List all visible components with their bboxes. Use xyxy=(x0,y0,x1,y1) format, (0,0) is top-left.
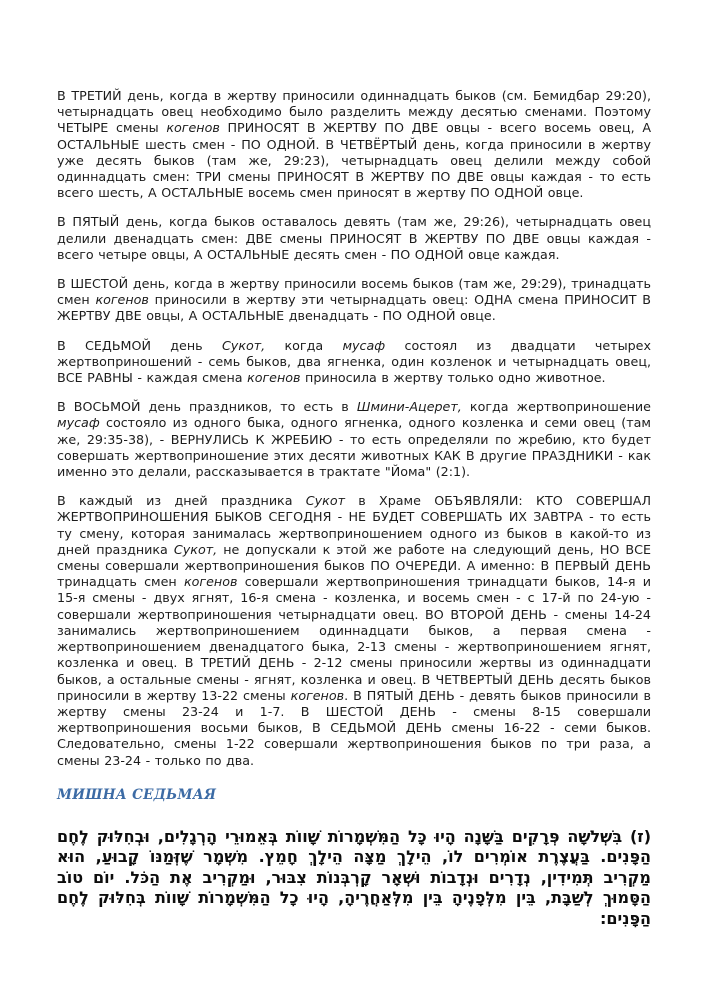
mishna-hebrew-text: (ז) בִּשְׁלשָׁה פְּרָקִים בַּשָּׁנָה הָיוּ כָּל הַמִּשְׁמָרוֹת שָׁווֹת בְּאֵמוּרֵי הָרְגָלִים, וּבְחִלּוּק לֶחֶם הַפָּנִים. בַּעֲצֶרֶת אוֹמְרִים לוֹ, הֵילָךְ מַצָּה הֵילָךְ חָמֵץ. מִשְׁמָר שֶׁזְּמַנּוֹ קָבוּעַ, הוּא מַקְרִיב תְּמִידִין, נְדָרִים וּנְדָבוֹת וּשְׁאָר קָרְבְּנוֹת צִבּוּר, וּמַקְרִיב אֶת הַכֹּל. יוֹם טוֹב הַסָּמוּךְ לְשַׁבָּת, בֵּין מִלְּפָנֶיהָ בֵּין מִלְּאַחֲרֶיהָ, הָיוּ כָל הַמִּשְׁמָרוֹת שָׁווֹת בְּחִלּוּק לֶחֶם הַפָּנִים: xyxy=(57,826,651,928)
commentary-section xyxy=(57,88,651,929)
commentary-paragraph-eighth-day: В ВОСЬМОЙ день праздников, то есть в Шмини-Ацерет, когда жертвоприношение мусаф состояло из одного быка, одного ягненка, одного козленка и семи овец (там же, 29:35-38), - ВЕРНУЛИСЬ К ЖРЕБИЮ - то есть определяли по жребию, кто будет совершать жертвоприношение этих десяти животных КАК В другие ПРАЗДНИКИ - как именно это делали, рассказывается в трактате "Йома" (2:1). xyxy=(57,399,651,480)
commentary-paragraph-third-day: В ТРЕТИЙ день, когда в жертву приносили одиннадцать быков (см. Бемидбар 29:20), четырнадцать овец необходимо было разделить между десятью сменами. Поэтому ЧЕТЫРЕ смены когенов ПРИНОСЯТ В ЖЕРТВУ ПО ДВЕ овцы - всего восемь овец, А ОСТАЛЬНЫЕ шесть смен - ПО ОДНОЙ. В ЧЕТВЁРТЫЙ день, когда приносили в жертву уже десять быков (там же, 29:23), четырнадцать овец делили между собой одиннадцать смен: ТРИ смены ПРИНОСЯТ В ЖЕРТВУ ПО ДВЕ овцы каждая - то есть всего шесть, А ОСТАЛЬНЫЕ восемь смен приносят в жертву ПО ОДНОЙ овце. xyxy=(57,88,651,201)
commentary-paragraph-sixth-day: В ШЕСТОЙ день, когда в жертву приносили восемь быков (там же, 29:29), тринадцать смен когенов приносили в жертву эти четырнадцать овец: ОДНА смена ПРИНОСИТ В ЖЕРТВУ ДВЕ овцы, А ОСТАЛЬНЫЕ двенадцать - ПО ОДНОЙ овце. xyxy=(57,276,651,324)
mishna-seven-heading: МИШНА СЕДЬМАЯ xyxy=(57,786,217,803)
commentary-paragraph-seventh-day: В СЕДЬМОЙ день Сукот, когда мусаф состоял из двадцати четырех жертвоприношений - семь быков, два ягненка, один козленок и четырнадцать овец, ВСЕ РАВНЫ - каждая смена когенов приносила в жертву только одно животное. xyxy=(57,337,651,386)
commentary-paragraph-daily-rotation: В каждый из дней праздника Сукот в Храме ОБЪЯВЛЯЛИ: КТО СОВЕРШАЛ ЖЕРТВОПРИНОШЕНИЯ БЫКОВ СЕГОДНЯ - НЕ БУДЕТ СОВЕРШАТЬ ИХ ЗАВТРА - то есть ту смену, которая занималась жертвоприношением одного из быков в какой-то из дней праздника Сукот, не допускали к этой же работе на следующий день, НО ВСЕ смены совершали жертвоприношения быков ПО ОЧЕРЕДИ. А именно: В ПЕРВЫЙ ДЕНЬ тринадцать смен когенов совершали жертвоприношения тринадцати быков, 14-я и 15-я смены - двух ягнят, 16-я смена - козленка, и восемь смен - с 17-й по 24-ую - совершали жертвоприношения четырнадцати овец. ВО ВТОРОЙ ДЕНЬ - смены 14-24 занимались жертвоприношением одиннадцати быков, а первая смена - жертвоприношением двенадцатого быка, 2-13 смены - жертвоприношением ягнят, козленка и овец. В ТРЕТИЙ ДЕНЬ - 2-12 смены приносили жертвы из одиннадцати быков, а остальные смены - ягнят, козленка и овец. В ЧЕТВЕРТЫЙ ДЕНЬ десять быков приносили в жертву 13-22 смены когенов. В ПЯТЫЙ ДЕНЬ - девять быков приносили в жертву смены 23-24 и 1-7. В ШЕСТОЙ ДЕНЬ - смены 8-15 совершали жертвоприношения восьми быков, В СЕДЬМОЙ ДЕНЬ смены 16-22 - семи быков. Следовательно, смены 1-22 совершали жертвоприношения быков по три раза, а смены 23-24 - только по два. xyxy=(57,493,652,768)
commentary-paragraph-fifth-day: В ПЯТЫЙ день, когда быков оставалось девять (там же, 29:26), четырнадцать овец делили двенадцать смен: ДВЕ смены ПРИНОСЯТ В ЖЕРТВУ ПО ДВЕ овцы каждая - всего четыре овцы, А ОСТАЛЬНЫЕ десять смен - ПО ОДНОЙ овце каждая. xyxy=(57,214,651,262)
